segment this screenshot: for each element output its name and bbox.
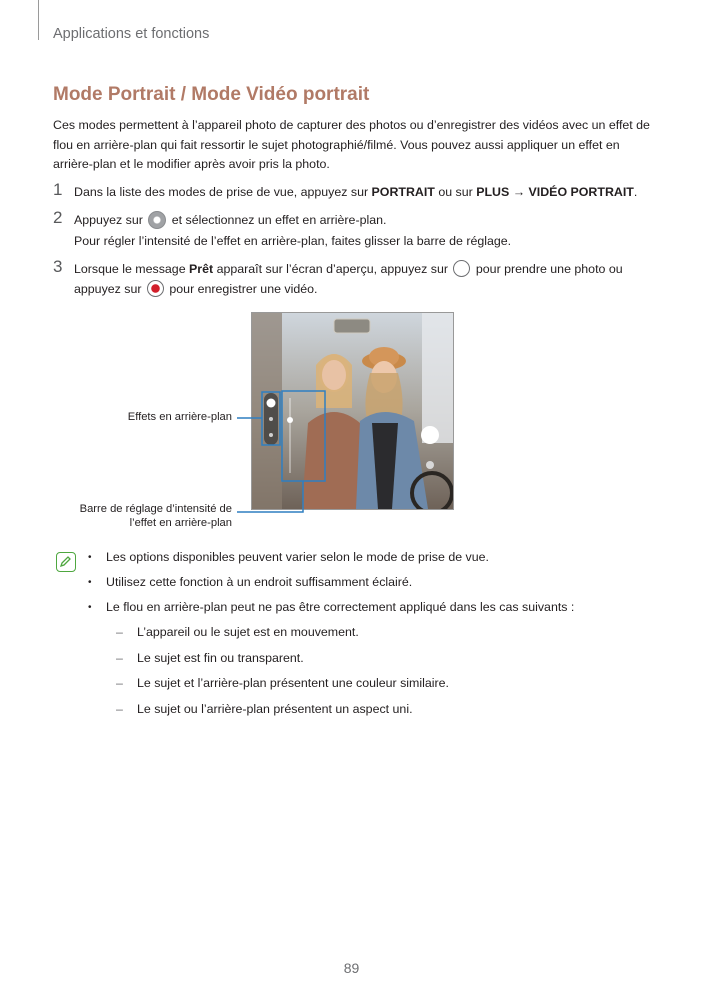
note-pencil-icon: [56, 552, 76, 572]
step-number: 2: [53, 208, 63, 227]
dash-icon: –: [116, 702, 123, 716]
dash-icon: –: [116, 676, 123, 690]
step-subtext: appuyez sur pour enregistrer une vidéo.: [74, 282, 318, 296]
dash-icon: –: [116, 625, 123, 639]
step-text: Dans la liste des modes de prise de vue, appuyez sur PORTRAIT ou sur PLUS → VIDÉO PORTRAIT.: [74, 185, 638, 199]
callout-line-2: l’effet en arrière-plan: [129, 517, 232, 529]
sub-item: – Le sujet ou l’arrière-plan présentent un aspect uni.: [88, 700, 668, 720]
note-item: • Le flou en arrière-plan peut ne pas être correctement appliqué dans les cas suivants :: [88, 598, 668, 618]
section-header: Applications et fonctions: [53, 26, 210, 42]
bullet-icon: •: [88, 602, 92, 613]
dash-icon: –: [116, 651, 123, 665]
sub-item: – L’appareil ou le sujet est en mouvement.: [88, 623, 668, 643]
bullet-icon: •: [88, 577, 92, 588]
page-number: 89: [343, 960, 360, 976]
step-number: 3: [53, 257, 63, 276]
step-number: 1: [53, 180, 63, 199]
sub-item: – Le sujet est fin ou transparent.: [88, 649, 668, 669]
step-subtext: Pour régler l’intensité de l’effet en arrière-plan, faites glisser la barre de réglage.: [74, 234, 512, 248]
page-title: Mode Portrait / Mode Vidéo portrait: [53, 84, 370, 105]
bullet-icon: •: [88, 552, 92, 563]
callout-intensity-slider: [62, 502, 232, 530]
intro-paragraph: Ces modes permettent à l’appareil photo de capturer des photos ou d’enregistrer des vidéos avec un effet de flou en arrière-plan qui fait ressortir le sujet photographié/filmé. Vous pouvez aussi appliquer un effet en arrière-plan et le modifier après avoir pris la photo.: [53, 118, 650, 171]
step-text: Appuyez sur et sélectionnez un effet en arrière-plan.: [74, 211, 654, 231]
callout-background-effects: Effets en arrière-plan: [127, 411, 232, 423]
note-item: • Les options disponibles peuvent varier selon le mode de prise de vue.: [88, 548, 668, 568]
step-text: Lorsque le message Prêt apparaît sur l’écran d’aperçu, appuyez sur pour prendre une photo ou: [74, 262, 623, 276]
sub-item: – Le sujet et l’arrière-plan présentent une couleur similaire.: [88, 674, 668, 694]
note-item: • Utilisez cette fonction à un endroit suffisamment éclairé.: [88, 573, 668, 593]
callout-line-1: Barre de réglage d’intensité de: [79, 503, 232, 515]
